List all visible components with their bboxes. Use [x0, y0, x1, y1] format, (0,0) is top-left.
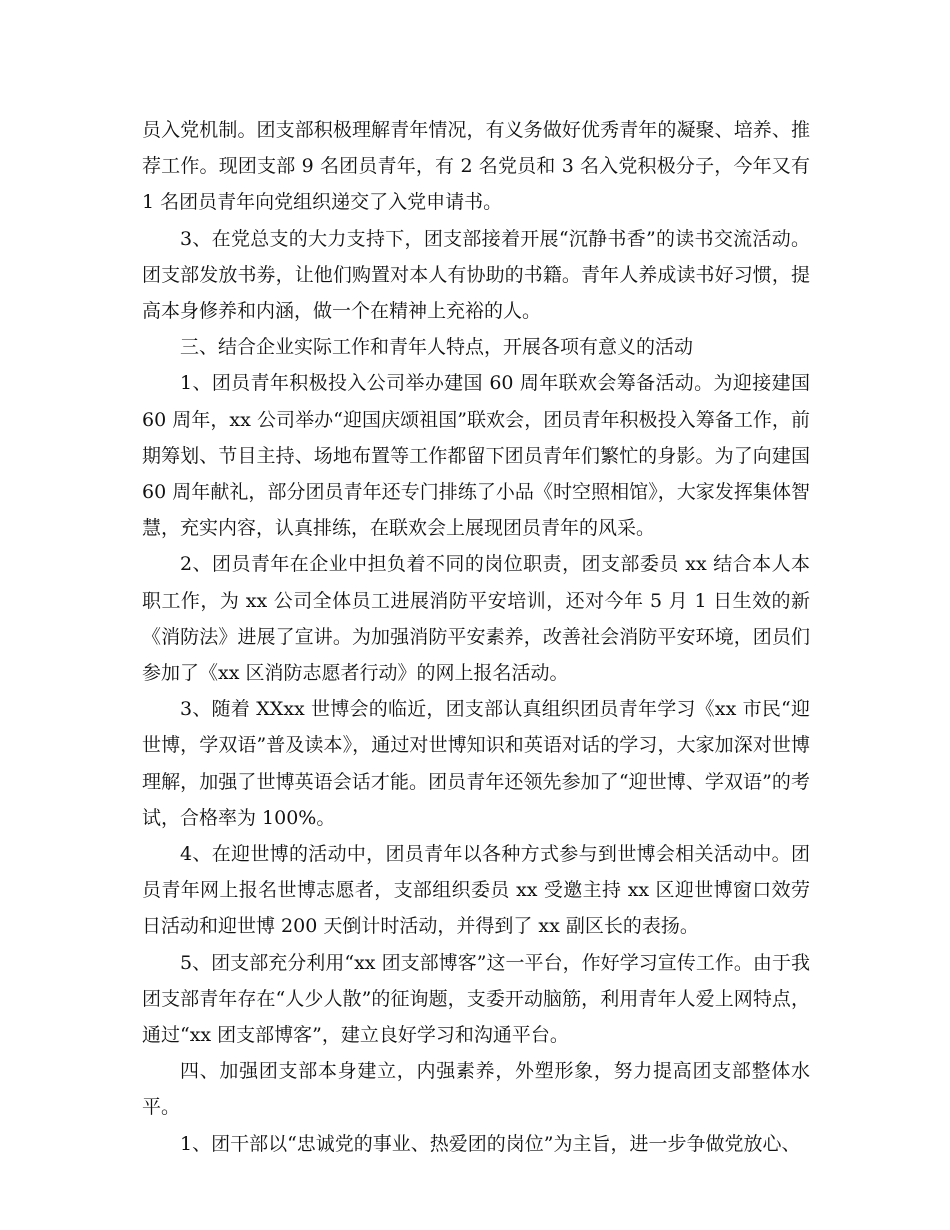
section-heading-four: 四、加强团支部本身建立，内强素养，外塑形象，努力提高团支部整体水平。	[142, 1060, 810, 1119]
paragraph-branch-blog: 5、团支部充分利用“xx 团支部博客”这一平台，作好学习宣传工作。由于我团支部青年存在“人少人散”的征询题，支委开动脑筋，利用青年人爱上网特点，通过“xx 团支部博客”，建立良好学习和沟通平台。	[142, 951, 810, 1047]
paragraph-cadre-purpose: 1、团干部以“忠诚党的事业、热爱团的岗位”为主旨，进一步争做党放心、	[180, 1132, 801, 1155]
paragraph-expo-volunteers: 4、在迎世博的活动中，团员青年以各种方式参与到世博会相关活动中。团员青年网上报名世博志愿者，支部组织委员 xx 受邀主持 xx 区迎世博窗口效劳日活动和迎世博 200 天倒计时活动，并得到了 xx 副区长的表扬。	[142, 843, 810, 938]
paragraph-anniversary-gala: 1、团员青年积极投入公司举办建国 60 周年联欢会筹备活动。为迎接建国 60 周年，xx 公司举办“迎国庆颂祖国”联欢会，团员青年积极投入筹备工作，前期筹划、节目主持、场地布置等工作都留下团员青年们繁忙的身影。为了向建国 60 周年献礼，部分团员青年还专门排练了小品《时空照相馆》，大家发挥集体智慧，充实内容，认真排练，在联欢会上展现团员青年的风采。	[142, 372, 810, 540]
paragraph-reading-activity: 3、在党总支的大力支持下，团支部接着开展“沉静书香”的读书交流活动。团支部发放书劵，让他们购置对本人有协助的书籍。青年人养成读书好习惯，提高本身修养和内涵，做一个在精神上充裕的人。	[142, 227, 810, 323]
paragraph-fire-safety: 2、团员青年在企业中担负着不同的岗位职责，团支部委员 xx 结合本人本职工作，为 xx 公司全体员工进展消防平安培训，还对今年 5 月 1 日生效的新《消防法》进展了宣讲。为加强消防平安素养，改善社会消防平安环境，团员们参加了《xx 区消防志愿者行动》的网上报名活动。	[142, 553, 810, 685]
section-heading-three: 三、结合企业实际工作和青年人特点，开展各项有意义的活动	[180, 336, 694, 359]
paragraph-expo-study: 3、随着 XXxx 世博会的临近，团支部认真组织团员青年学习《xx 市民“迎世博，学双语”普及读本》，通过对世博知识和英语对话的学习，大家加深对世博理解，加强了世博英语会话才能。团员青年还领先参加了“迎世博、学双语”的考试，合格率为 100%。	[142, 698, 810, 829]
paragraph-party-recruitment: 员入党机制。团支部积极理解青年情况，有义务做好优秀青年的凝聚、培养、推荐工作。现团支部 9 名团员青年，有 2 名党员和 3 名入党积极分子，今年又有 1 名团员青年向党组织递交了入党申请书。	[142, 119, 810, 214]
document-body	[142, 112, 810, 1162]
